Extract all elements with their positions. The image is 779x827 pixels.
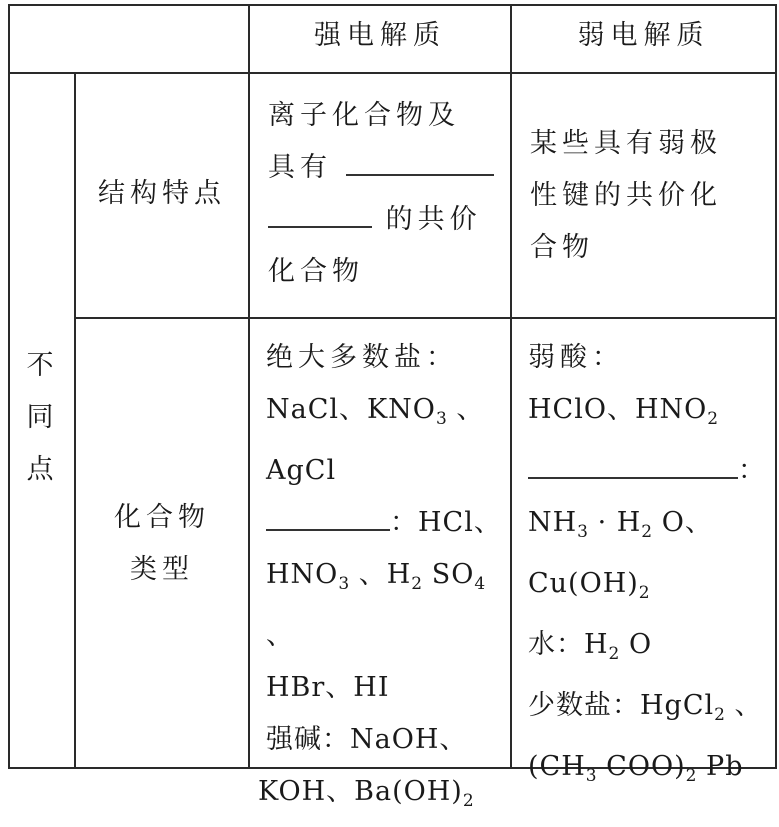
text-line: $HNO_3$ 、$H_2$ $SO_4$ 、 bbox=[266, 559, 486, 651]
border-right bbox=[775, 4, 777, 769]
row-label-structure: 结构特点 bbox=[98, 178, 226, 209]
border-column-divider bbox=[510, 4, 512, 769]
border-label-divider bbox=[248, 4, 250, 769]
border-left bbox=[8, 4, 10, 769]
text-line: ：HCl、 bbox=[266, 497, 510, 549]
group-label-differences bbox=[20, 340, 60, 496]
fill-in-blank[interactable] bbox=[346, 147, 494, 176]
text-line: KOH、$Ba(OH)_2$ bbox=[258, 776, 474, 811]
text-line: HClO、$HNO_2$ bbox=[528, 394, 719, 429]
group-label-char: 点 bbox=[26, 454, 54, 485]
structure-strong-cell bbox=[268, 90, 508, 298]
text-line: $NH_3 \cdot H_2$ O、 bbox=[528, 507, 713, 542]
fill-in-blank[interactable] bbox=[528, 450, 738, 479]
text-line: HBr、HI bbox=[266, 672, 390, 703]
text-line: 强碱：NaOH、 bbox=[266, 724, 468, 755]
header-weak-electrolyte: 弱电解质 bbox=[577, 20, 710, 51]
border-header-bottom bbox=[8, 72, 777, 74]
compound-type-weak-cell bbox=[528, 332, 774, 802]
text-line: NaCl、$KNO_3$ 、 bbox=[266, 394, 485, 429]
row-label-compound-type: 化合物 类型 bbox=[114, 502, 210, 585]
header-strong-electrolyte: 强电解质 bbox=[314, 20, 446, 51]
text-line: $Cu(OH)_2$ bbox=[528, 568, 650, 603]
border-top bbox=[8, 4, 777, 6]
text-line: 化合物 bbox=[268, 256, 364, 287]
text-line: 离子化合物及 bbox=[268, 100, 460, 131]
compound-type-strong-cell bbox=[258, 332, 510, 827]
text-line: 少数盐：HgCl$_2$ 、 bbox=[528, 690, 763, 725]
text-line: 具有 bbox=[268, 142, 508, 194]
group-label-char: 同 bbox=[26, 402, 54, 433]
text-line: AgCl bbox=[266, 455, 337, 486]
text-line: 性键的共价化 bbox=[530, 180, 722, 211]
text-line: 某些具有弱极 bbox=[530, 128, 722, 159]
text-line: ($CH_3$ $COO)_2$ Pb bbox=[528, 751, 744, 786]
border-row-divider bbox=[74, 317, 777, 319]
text-line: 水：$H_2$ O bbox=[528, 629, 653, 664]
text-line: 绝大多数盐： bbox=[266, 342, 458, 373]
fill-in-blank[interactable] bbox=[268, 199, 372, 228]
text-line: 弱酸： bbox=[528, 342, 624, 373]
text-line: ： bbox=[528, 445, 774, 497]
text-line: 合物 bbox=[530, 232, 594, 263]
text-line: 的共价 bbox=[268, 194, 508, 246]
structure-weak-cell bbox=[530, 118, 774, 274]
fill-in-blank[interactable] bbox=[266, 502, 390, 531]
group-label-char: 不 bbox=[26, 350, 54, 381]
